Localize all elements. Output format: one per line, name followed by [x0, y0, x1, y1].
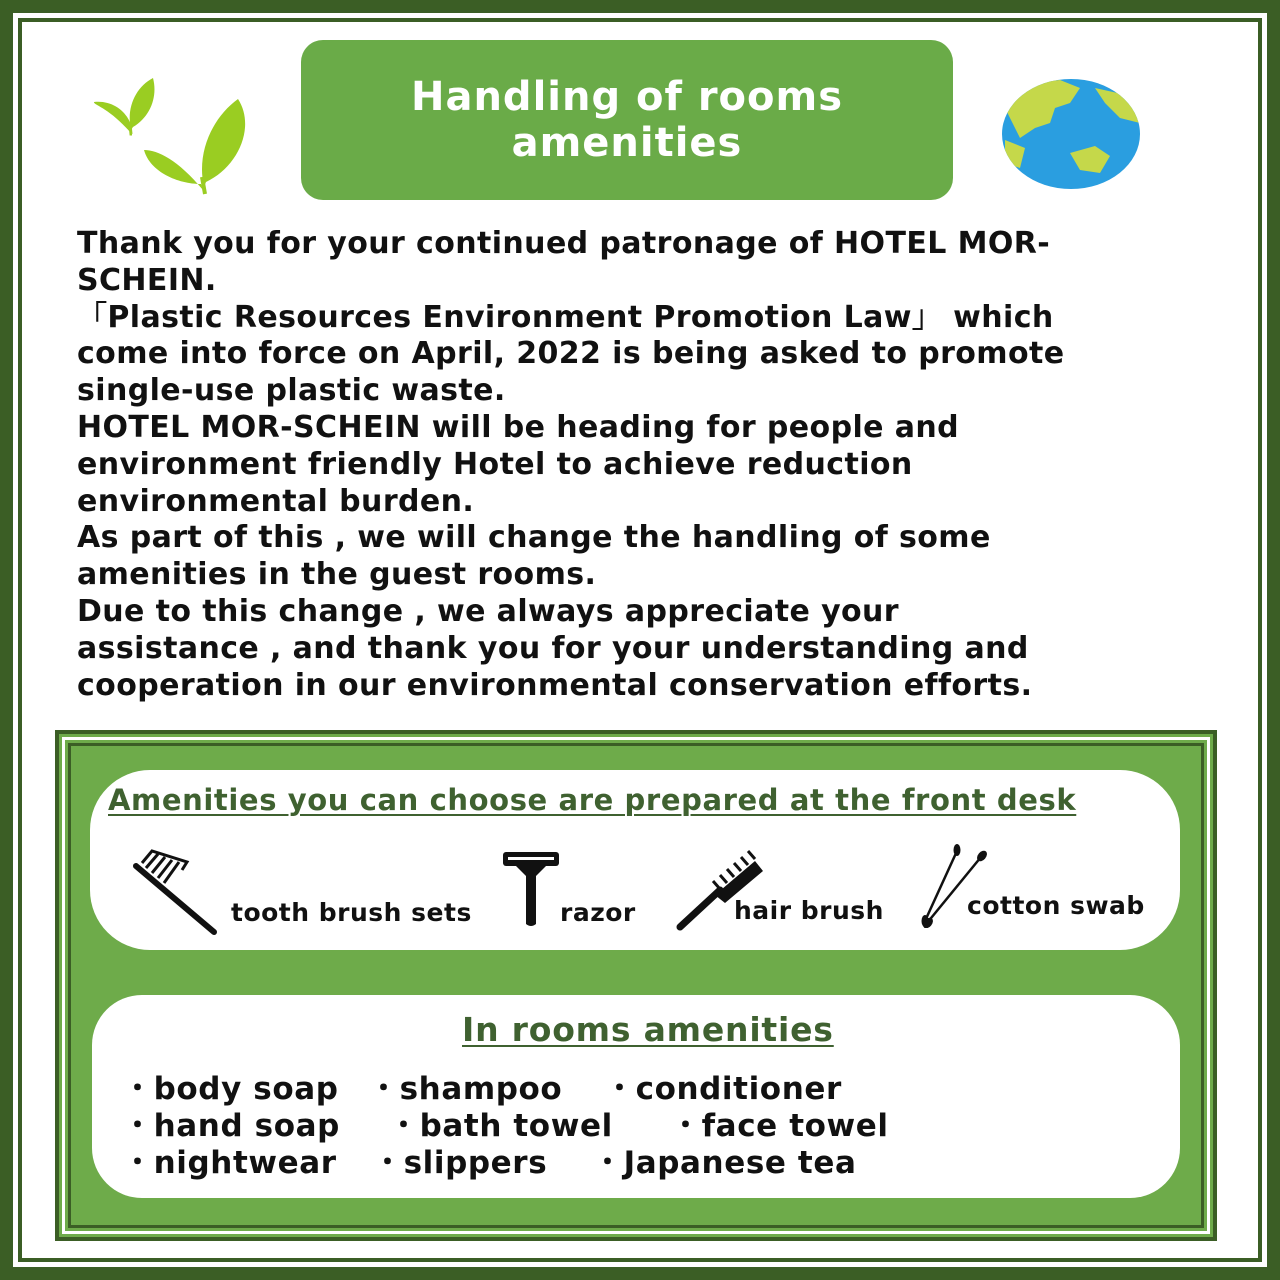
list-item: ・shampoo: [368, 1071, 563, 1107]
title-line-1: Handling of rooms: [410, 74, 844, 120]
intro-line: environmental burden.: [77, 483, 475, 519]
razor-icon: [500, 850, 562, 930]
intro-line: single-use plastic waste.: [77, 373, 506, 409]
intro-line: As part of this , we will change the handling of some: [77, 520, 991, 556]
item-razor: razor: [560, 898, 636, 927]
intro-line: environment friendly Hotel to achieve reduction: [77, 446, 913, 482]
intro-text: [77, 226, 1197, 704]
list-item: ・conditioner: [604, 1071, 842, 1107]
intro-line: Due to this change , we always appreciate your: [77, 593, 899, 629]
intro-line: 「Plastic Resources Environment Promotion Law」 which: [77, 299, 1054, 335]
list-item: ・Japanese tea: [592, 1145, 857, 1181]
in-room-heading: In rooms amenities: [462, 1010, 834, 1049]
intro-line: come into force on April, 2022 is being asked to promote: [77, 336, 1065, 372]
intro-line: Thank you for your continued patronage of HOTEL MOR-: [77, 226, 1051, 261]
intro-line: assistance , and thank you for your understanding and: [77, 630, 1029, 666]
leaves-icon: [88, 72, 258, 197]
page-title: [301, 40, 953, 200]
list-item: ・bath towel: [388, 1108, 613, 1144]
list-item: ・nightwear: [122, 1145, 337, 1181]
toothbrush-icon: [132, 848, 222, 938]
intro-line: SCHEIN.: [77, 262, 217, 298]
list-item: ・face towel: [670, 1108, 889, 1144]
list-item: ・hand soap: [122, 1108, 340, 1144]
item-cotton-swab: cotton swab: [967, 891, 1145, 920]
list-item: ・body soap: [122, 1071, 339, 1107]
intro-line: cooperation in our environmental conservation efforts.: [77, 667, 1033, 703]
title-line-2: amenities: [511, 120, 743, 166]
intro-line: amenities in the guest rooms.: [77, 557, 597, 593]
front-desk-heading: Amenities you can choose are prepared at the front desk: [108, 783, 1077, 817]
item-hair-brush: hair brush: [734, 896, 884, 925]
list-item: ・slippers: [372, 1145, 548, 1181]
globe-icon: [1000, 78, 1142, 190]
intro-line: HOTEL MOR-SCHEIN will be heading for people and: [77, 409, 959, 445]
item-tooth-brush-sets: tooth brush sets: [231, 898, 472, 927]
